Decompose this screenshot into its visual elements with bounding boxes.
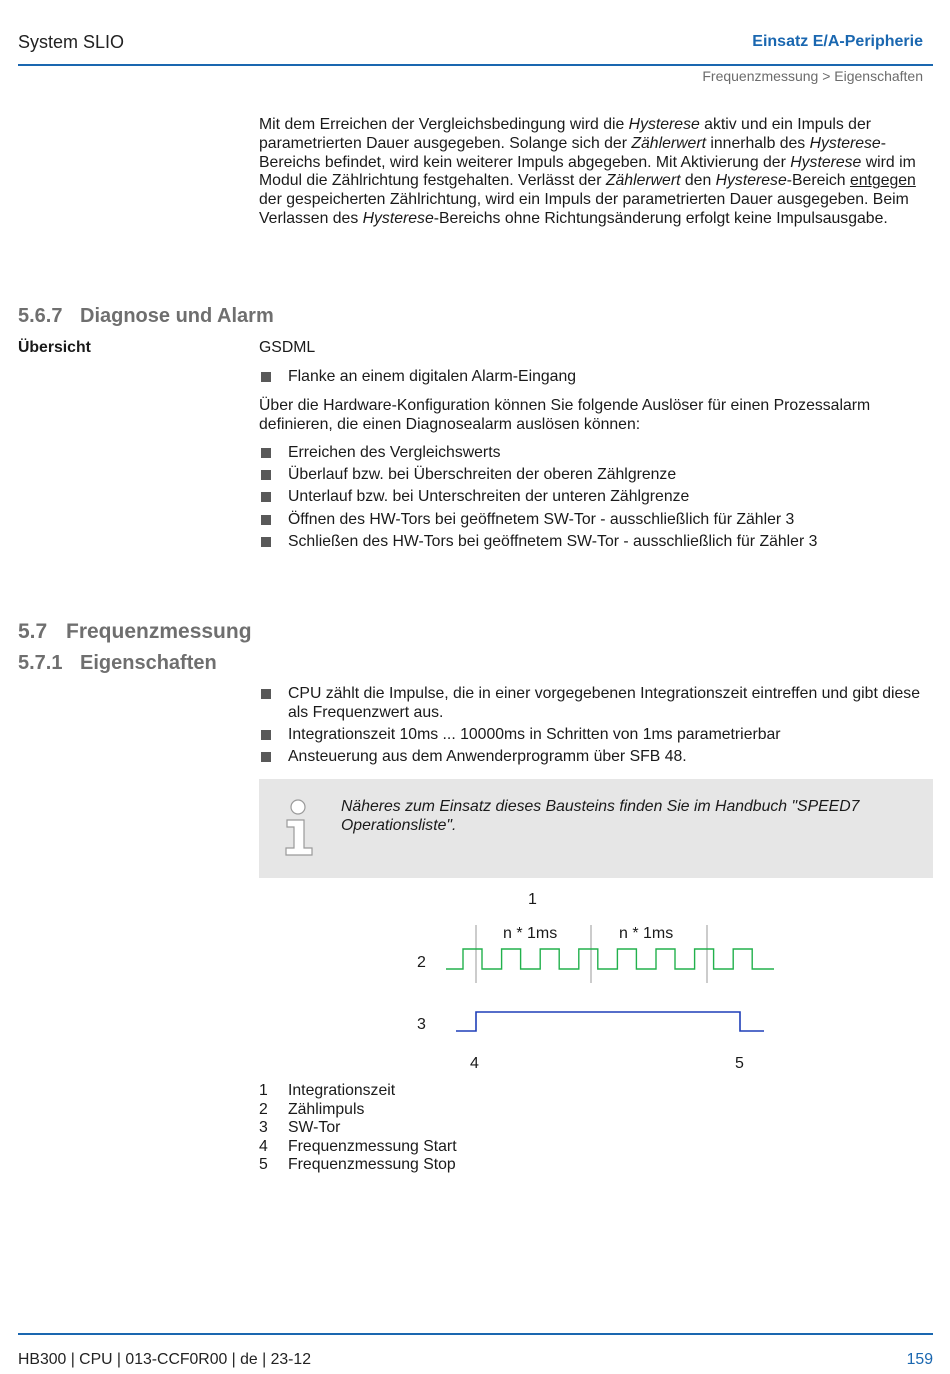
footer-divider (18, 1333, 933, 1335)
legend-item: 2 Zählimpuls (259, 1100, 365, 1118)
list-item: Integrationszeit 10ms ... 10000ms in Schritten von 1ms parametrierbar (259, 726, 935, 745)
diagram-label-3: 3 (417, 1016, 426, 1033)
diagram-interval-label-1: n * 1ms (503, 925, 558, 942)
info-note-text: Näheres zum Einsatz dieses Bausteins finden Sie im Handbuch "SPEED7 Operationsliste". (341, 798, 860, 834)
list-item: Ansteuerung aus dem Anwenderprogramm über SFB 48. (259, 748, 935, 767)
sw-gate-signal (456, 1012, 764, 1031)
list-item: Flanke an einem digitalen Alarm-Eingang (259, 368, 935, 387)
legend-item: 1 Integrationszeit (259, 1082, 396, 1099)
bullet-square-icon (261, 470, 271, 480)
breadcrumb: Frequenzmessung > Eigenschaften (702, 68, 923, 84)
count-pulse-signal (446, 949, 774, 969)
bullet-square-icon (261, 537, 271, 547)
header-chapter-title: Einsatz E/A-Peripherie (752, 33, 923, 50)
legend-item: 5 Frequenzmessung Stop (259, 1156, 456, 1174)
list-item: Schließen des HW-Tors bei geöffnetem SW-Tor - ausschließlich für Zähler 3 (259, 533, 935, 552)
list-item: Unterlauf bzw. bei Unterschreiten der unteren Zählgrenze (259, 488, 935, 507)
gsdml-label: GSDML (259, 339, 316, 356)
header-divider (18, 64, 933, 66)
header-product-title: System SLIO (18, 32, 125, 52)
list-item: Erreichen des Vergleichswerts (259, 444, 935, 463)
diagram-interval-label-2: n * 1ms (619, 925, 674, 942)
side-label-uebersicht: Übersicht (18, 339, 91, 356)
footer-document-id: HB300 | CPU | 013-CCF0R00 | de | 23-12 (18, 1351, 311, 1368)
bullet-square-icon (261, 689, 271, 699)
frequency-timing-diagram (400, 880, 800, 1075)
legend-item: 4 Frequenzmessung Start (259, 1137, 457, 1155)
list-item: CPU zählt die Impulse, die in einer vorgegebenen Integrationszeit eintreffen und gibt diese als Frequenzwert aus. (259, 685, 935, 723)
bullet-list-alarm-input (259, 368, 935, 387)
list-item: Überlauf bzw. bei Überschreiten der oberen Zählgrenze (259, 466, 935, 485)
bullet-square-icon (261, 730, 271, 740)
diagram-label-5: 5 (735, 1055, 744, 1072)
info-icon (281, 798, 317, 858)
bullet-square-icon (261, 372, 271, 382)
bullet-square-icon (261, 515, 271, 525)
section-heading-5-7-1: 5.7.1 Eigenschaften (18, 652, 217, 674)
bullet-list-triggers (259, 444, 935, 552)
bullet-list-properties (259, 685, 935, 767)
legend-item: 3 SW-Tor (259, 1119, 341, 1137)
hysterese-paragraph: Mit dem Erreichen der Vergleichsbedingung wird die Hysterese aktiv und ein Impuls der parametrierten Dauer ausgegeben. Solange sich der Zählerwert innerhalb des Hysterese-Bereichs befindet, wird kein weiterer Impuls abgegeben. Mit Aktivierung der Hysterese wird im Modul die Zählrichtung festgehalten. Verlässt der Zählerwert den Hysterese-Bereich entgegen der gespeicherten Zählrichtung, wird ein Impuls der parametrierten Dauer ausgegeben. Beim Verlassen des Hysterese-Bereichs ohne Richtungsänderung erfolgt keine Impulsausgabe. (259, 116, 916, 227)
bullet-square-icon (261, 492, 271, 502)
diagram-label-2: 2 (417, 954, 426, 971)
bullet-square-icon (261, 448, 271, 458)
bullet-square-icon (261, 752, 271, 762)
trigger-intro-text: Über die Hardware-Konfiguration können Sie folgende Auslöser für einen Prozessalarm definieren, die einen Diagnosealarm auslösen können: (259, 397, 871, 433)
section-heading-5-6-7: 5.6.7 Diagnose und Alarm (18, 305, 274, 327)
diagram-label-4: 4 (470, 1055, 479, 1072)
diagram-legend (259, 1082, 457, 1175)
list-item: Öffnen des HW-Tors bei geöffnetem SW-Tor - ausschließlich für Zähler 3 (259, 511, 935, 530)
section-heading-5-7: 5.7 Frequenzmessung (18, 620, 252, 643)
diagram-label-1: 1 (528, 891, 537, 908)
page-number: 159 (906, 1351, 933, 1368)
